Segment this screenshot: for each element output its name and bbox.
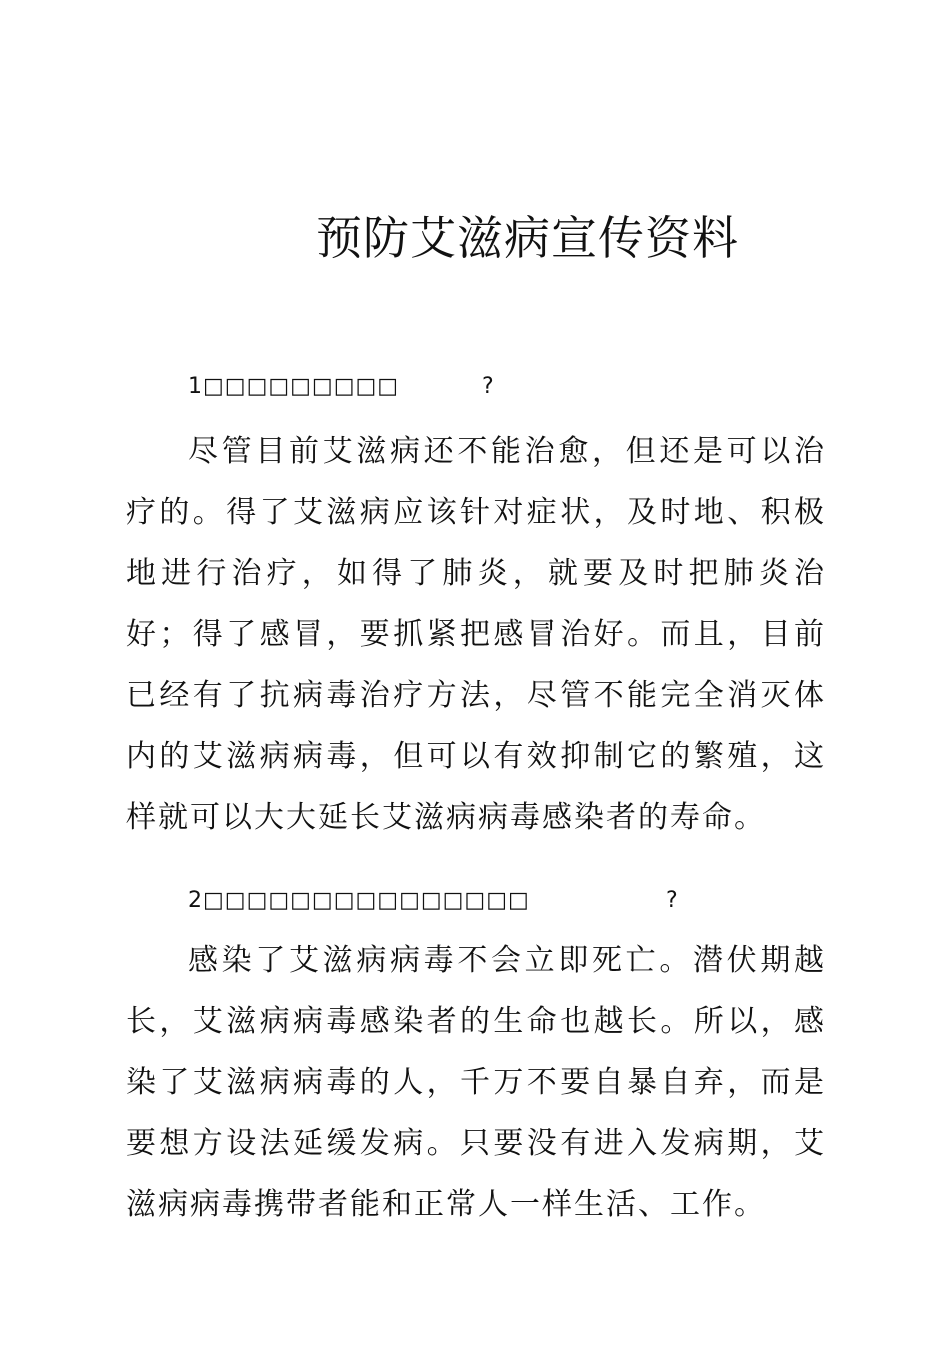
question-2-text: 2□□□□□□□□□□□□□□□ xyxy=(188,888,530,913)
question-1-mark: ? xyxy=(482,374,494,399)
question-2-mark: ? xyxy=(666,888,678,913)
document-title: 预防艾滋病宣传资料 xyxy=(316,211,739,265)
answer-2-paragraph: 感染了艾滋病病毒不会立即死亡。潜伏期越长，艾滋病病毒感染者的生命也越长。所以，感染了艾滋病病毒的人，千万不要自暴自弃，而是要想方设法延缓发病。只要没有进入发病期，艾滋病病毒携带者能和正常人一样生活、工作。 xyxy=(126,943,826,1222)
question-1-text: 1□□□□□□□□□ xyxy=(188,374,400,399)
answer-1-paragraph: 尽管目前艾滋病还不能治愈，但还是可以治疗的。得了艾滋病应该针对症状，及时地、积极地进行治疗，如得了肺炎，就要及时把肺炎治好；得了感冒，要抓紧把感冒治好。而且，目前已经有了抗病毒治疗方法，尽管不能完全消灭体内的艾滋病病毒，但可以有效抑制它的繁殖，这样就可以大大延长艾滋病病毒感染者的寿命。 xyxy=(126,434,826,835)
